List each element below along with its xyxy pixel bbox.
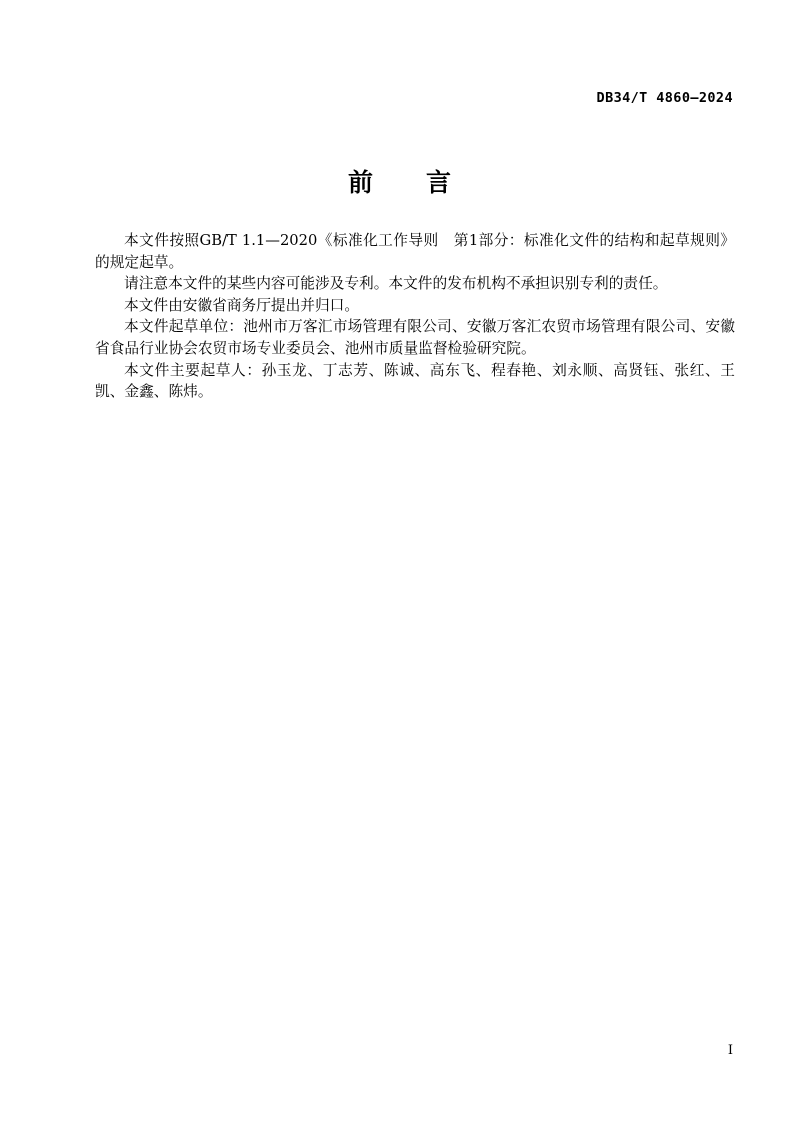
paragraph: 请注意本文件的某些内容可能涉及专利。本文件的发布机构不承担识别专利的责任。 (124, 275, 668, 293)
page-footer (95, 1043, 733, 1058)
page-header (95, 90, 733, 112)
paragraph: 本文件由安徽省商务厅提出并归口。 (124, 296, 360, 314)
standard-number: DB34/T 4860—2024 (596, 90, 733, 106)
page-title: 前 言 (347, 168, 452, 197)
paragraph: 本文件主要起草人：孙玉龙、丁志芳、陈诚、高东飞、程春艳、刘永顺、高贤钰、张红、王凯、金鑫、陈炜。 (95, 361, 735, 401)
paragraph: 本文件起草单位：池州市万客汇市场管理有限公司、安徽万客汇农贸市场管理有限公司、安徽省食品行业协会农贸市场专业委员会、池州市质量监督检验研究院。 (95, 318, 735, 357)
paragraph: 本文件按照GB/T 1.1—2020《标准化工作导则 第1部分：标准化文件的结构和起草规则》的规定起草。 (95, 232, 735, 271)
page-number: I (727, 1043, 733, 1058)
foreword-body (95, 230, 735, 403)
